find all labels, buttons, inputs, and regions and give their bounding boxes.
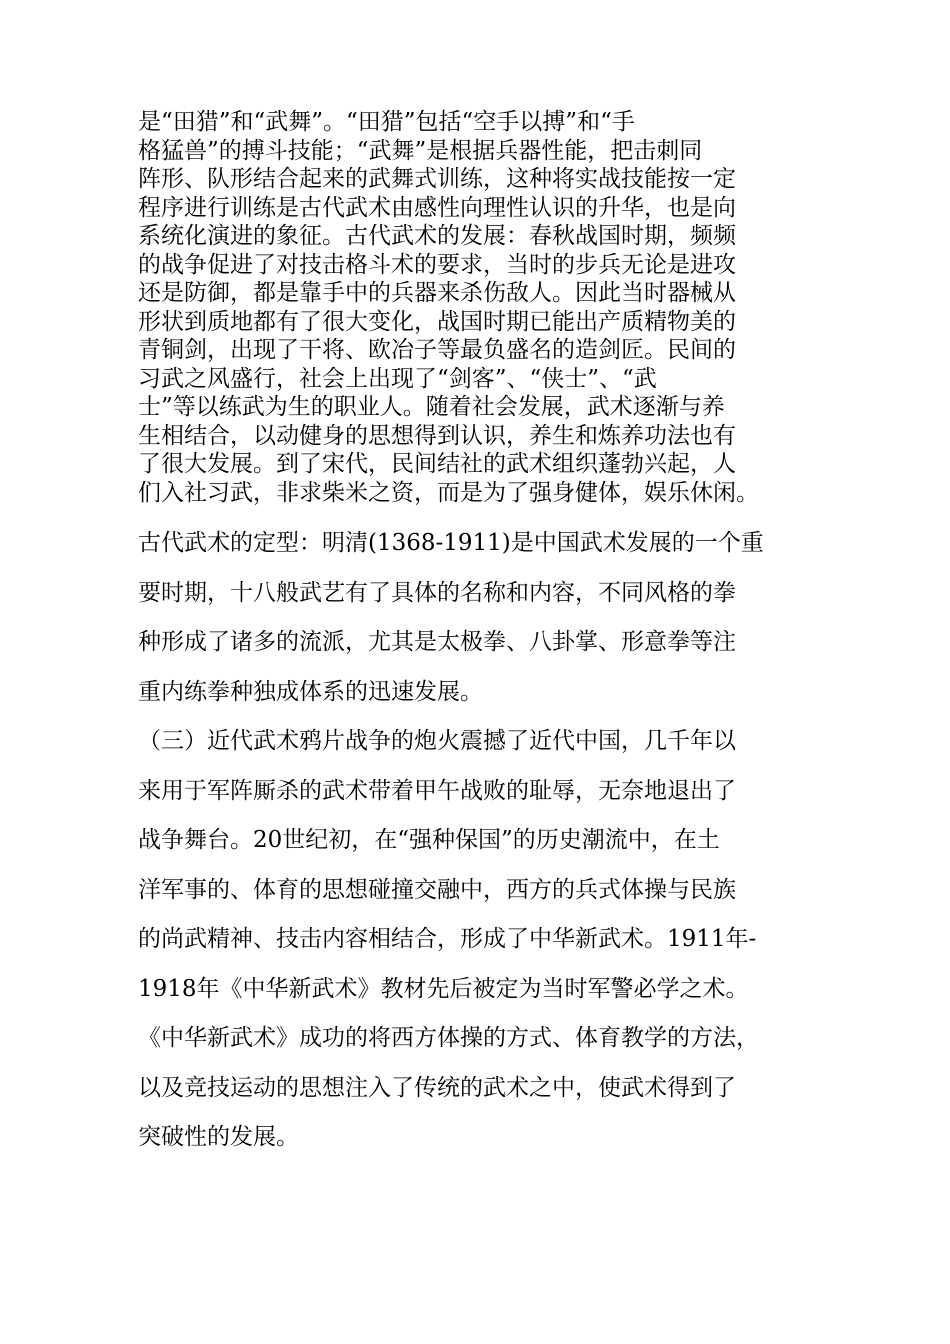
text-line: 程序进行训练是古代武术由感性向理性认识的升华，也是向 — [138, 194, 736, 221]
paragraph-ming-qing — [138, 519, 828, 717]
text-line: 洋军事的、体育的思想碰撞交融中，西方的兵式体操与民族 — [138, 876, 736, 903]
text-line: 《中华新武术》成功的将西方体操的方式、体育教学的方法， — [138, 1025, 759, 1051]
text-line: 来用于军阵厮杀的武术带着甲午战败的耻辱，无奈地退出了 — [138, 777, 736, 804]
text-line: 青铜剑，出现了干将、欧冶子等最负盛名的造剑匠。民间的 — [138, 337, 736, 363]
text-line: 格猛兽”的搏斗技能；“武舞”是根据兵器性能，把击刺同 — [138, 137, 703, 164]
text-line: 突破性的发展。 — [138, 1124, 299, 1150]
text-line: 士”等以练武为生的职业人。随着社会发展，武术逐渐与养 — [138, 394, 725, 420]
text-line: （三）近代武术鸦片战争的炮火震撼了近代中国，几千年以 — [138, 728, 736, 754]
text-line: 们入社习武，非求柴米之资，而是为了强身健体，娱乐休闲。 — [138, 479, 759, 506]
text-line: 阵形、队形结合起来的武舞式训练，这种将实战技能按一定 — [138, 166, 736, 192]
text-line: 的战争促进了对技击格斗术的要求，当时的步兵无论是进攻 — [138, 251, 736, 278]
text-line: 形状到质地都有了很大变化，战国时期已能出产质精物美的 — [138, 308, 736, 335]
text-line: 还是防御，都是靠手中的兵器来杀伤敌人。因此当时器械从 — [138, 280, 736, 306]
text-line: 的尚武精神、技击内容相结合，形成了中华新武术。1911年- — [138, 926, 757, 952]
text-line: 要时期，十八般武艺有了具体的名称和内容，不同风格的拳 — [138, 579, 736, 606]
text-line: 是“田猎”和“武舞”。“田猎”包括“空手以搏”和“手 — [138, 109, 635, 135]
text-line: 了很大发展。到了宋代，民间结社的武术组织蓬勃兴起，人 — [138, 451, 736, 477]
paragraphs-modern-martial — [138, 519, 828, 1163]
text-line: 战争舞台。20世纪初，在“强种保国”的历史潮流中，在土 — [138, 827, 720, 853]
text-line: 重内练拳种独成体系的迅速发展。 — [138, 678, 483, 705]
text-line: 系统化演进的象征。古代武术的发展：春秋战国时期，频频 — [138, 223, 736, 249]
text-line: 种形成了诸多的流派，尤其是太极拳、八卦掌、形意拳等注 — [138, 629, 736, 655]
text-line: 古代武术的定型：明清(1368-1911)是中国武术发展的一个重 — [138, 530, 764, 556]
text-line: 生相结合，以动健身的思想得到认识，养生和炼养功法也有 — [138, 422, 736, 449]
paragraph-martial-history — [138, 108, 818, 507]
text-line: 习武之风盛行，社会上出现了“剑客”、“侠士”、“武 — [138, 365, 657, 392]
text-line: 以及竞技运动的思想注入了传统的武术之中，使武术得到了 — [138, 1074, 736, 1101]
paragraph-modern-era — [138, 717, 828, 1163]
text-line: 1918年《中华新武术》教材先后被定为当时军警必学之术。 — [138, 975, 749, 1002]
